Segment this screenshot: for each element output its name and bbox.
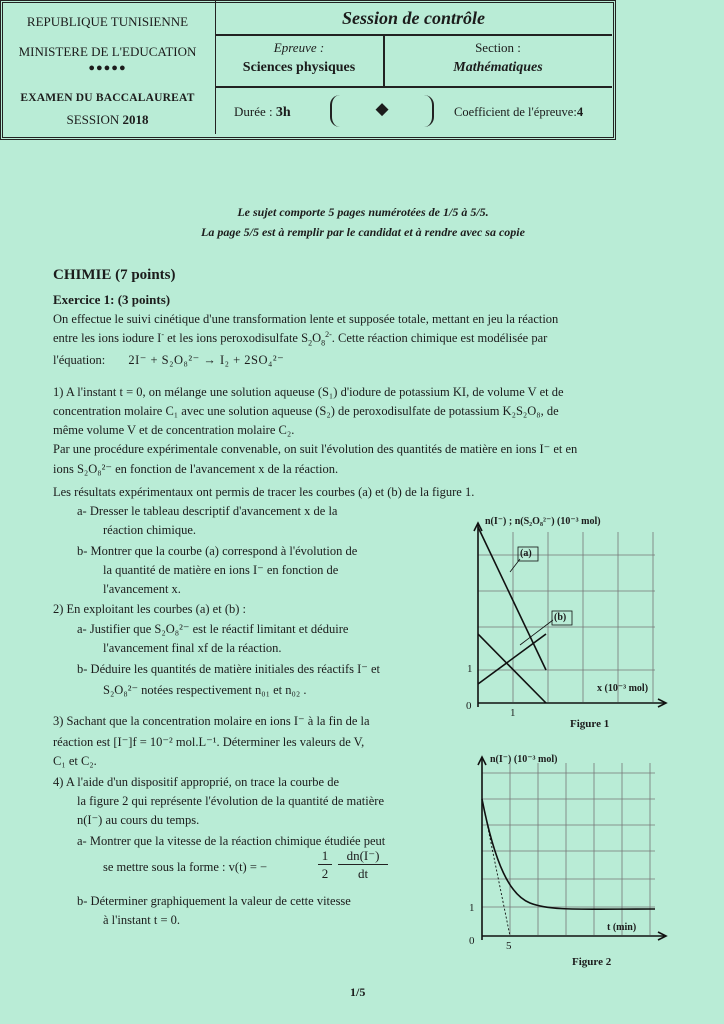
- figure1-label-b: (b): [554, 612, 567, 623]
- figure2-tick-y: 1: [469, 902, 475, 914]
- frac2-num: dn(I⁻): [338, 848, 388, 865]
- section-title: CHIMIE (7 points): [53, 267, 176, 283]
- q2b-line1: b- Déduire les quantités de matière initiales des réactifs I⁻ et: [77, 662, 381, 676]
- notice-line1: Le sujet comporte 5 pages numérotées de 1/5 à 5/5.: [237, 205, 489, 219]
- curve-a: [478, 527, 546, 670]
- figure1-xlabel: x (10⁻³ mol): [597, 683, 649, 694]
- exercise-title: Exercice 1: (3 points): [53, 292, 171, 307]
- ministry-label: MINISTERE DE L'EDUCATION: [18, 44, 197, 59]
- epreuve-label: Epreuve :: [273, 40, 325, 55]
- figure1-caption: Figure 1: [570, 718, 610, 730]
- frac1-den: 2: [321, 866, 329, 881]
- figure2-tangent: [482, 799, 510, 936]
- q1-line1: 1) A l'instant t = 0, on mélange une solution aqueuse (S₁) d'iodure de potassium KI, de volume V et de: [53, 385, 564, 399]
- figure1-tick-x: 1: [510, 707, 516, 719]
- page-number: 1/5: [350, 985, 366, 999]
- q1-line5: ions S₂O₈²⁻ en fonction de l'avancement x de la réaction.: [53, 462, 339, 476]
- q1a-line2: réaction chimique.: [103, 523, 197, 537]
- figure2-chart: [470, 755, 670, 955]
- q2a-line2: l'avancement final xf de la réaction.: [103, 641, 282, 655]
- q1a-line1: a- Dresser le tableau descriptif d'avancement x de la: [77, 504, 338, 518]
- session-label: SESSION: [66, 112, 120, 127]
- figure1-origin: 0: [466, 700, 472, 712]
- exam-label: EXAMEN DU BACCALAUREAT: [20, 92, 195, 104]
- q1b-line3: l'avancement x.: [103, 582, 181, 596]
- q4b-line1: b- Déterminer graphiquement la valeur de cette vitesse: [77, 894, 351, 908]
- q4a-line1: a- Montrer que la vitesse de la réaction chimique étudiée peut: [77, 834, 386, 848]
- header-left-cell: [0, 0, 216, 134]
- frac1-num: 1: [318, 848, 332, 865]
- duree-label: Durée :: [234, 104, 273, 119]
- figure1-label-a: (a): [520, 548, 532, 559]
- q4-line2: la figure 2 qui représente l'évolution de la quantité de matière: [77, 794, 384, 808]
- session-year: 2018: [122, 112, 149, 127]
- intro-line3: [53, 351, 673, 369]
- figure2-ylabel: n(I⁻) (10⁻³ mol): [490, 754, 558, 765]
- intro3-label: l'équation:: [53, 353, 106, 367]
- intro-line2: entre les ions iodure I- et les ions peroxodisulfate $S_2O_8^{2-}$. Cette réaction chimique est modélisée par: [53, 329, 548, 348]
- q3-line1: 3) Sachant que la concentration molaire en ions I⁻ à la fin de la: [53, 714, 370, 728]
- republic-label: REPUBLIQUE TUNISIENNE: [26, 14, 189, 29]
- q1b-line2: la quantité de matière en ions I⁻ en fonction de: [103, 563, 339, 577]
- q2a-line1: a- Justifier que S₂O₈²⁻ est le réactif limitant et déduire: [77, 622, 349, 636]
- intro2-part-c: . Cette réaction chimique est modélisée par: [331, 331, 548, 345]
- curve-b-i2: [478, 634, 546, 684]
- q2b-line2: S₂O₈²⁻ notées respectivement n₀₁ et n₀₂ .: [103, 683, 307, 697]
- header-box: [0, 0, 616, 140]
- figure1-tick-y: 1: [467, 663, 473, 675]
- frac2-den: dt: [357, 866, 369, 881]
- diamond-icon: ◆: [375, 99, 389, 118]
- notice-line2: La page 5/5 est à remplir par le candidat et à rendre avec sa copie: [201, 225, 525, 239]
- coef-line: [454, 105, 583, 120]
- q4-line1: 4) A l'aide d'un dispositif approprié, on trace la courbe de: [53, 775, 340, 789]
- q1-line4: Par une procédure expérimentale convenable, on suit l'évolution des quantités de matière en ions I⁻ et en: [53, 442, 578, 456]
- figure2-tick-x: 5: [506, 940, 512, 952]
- q1-line2: concentration molaire C₁ avec une solution aqueuse (S₂) de peroxodisulfate de potassium K₂S₂O₈, de: [53, 404, 559, 418]
- q4-line3: n(I⁻) au cours du temps.: [77, 813, 200, 827]
- figure2-origin: 0: [469, 935, 475, 947]
- q1-line6: Les résultats expérimentaux ont permis de tracer les courbes (a) et (b) de la figure 1.: [53, 485, 475, 499]
- intro2-part-b: et les ions peroxodisulfate S: [167, 331, 309, 345]
- curve-b-s2o8: [478, 634, 546, 703]
- q4b-line2: à l'instant t = 0.: [103, 913, 181, 927]
- figure1-ylabel: n(I⁻) ; n(S₂O₈²⁻) (10⁻³ mol): [485, 516, 601, 527]
- q3-line2: réaction est [I⁻]f = 10⁻² mol.L⁻¹. Déterminer les valeurs de V,: [53, 735, 365, 749]
- figure1-chart: [455, 517, 670, 742]
- q1b-line1: b- Montrer que la courbe (a) correspond à l'évolution de: [77, 544, 358, 558]
- coef-value: 4: [576, 105, 584, 119]
- dots-separator: ●●●●●: [88, 62, 127, 74]
- figure2-caption: Figure 2: [572, 956, 612, 968]
- session-line: [0, 112, 215, 128]
- q4a-line2: se mettre sous la forme : v(t) = −: [103, 860, 268, 874]
- intro-line1: On effectue le suivi cinétique d'une transformation lente et supposée totale, mettant en jeu la réaction: [53, 312, 559, 326]
- q3-line3: C₁ et C₂.: [53, 754, 97, 768]
- q2-line: 2) En exploitant les courbes (a) et (b) :: [53, 602, 246, 616]
- section-label: Section :: [475, 40, 521, 55]
- q1-line3: même volume V et de concentration molaire C₂.: [53, 423, 295, 437]
- figure2-xlabel: t (min): [607, 922, 637, 933]
- duree-line: [234, 104, 291, 121]
- duree-value: 3h: [275, 105, 291, 120]
- session-type: Session de contrôle: [341, 8, 485, 28]
- coef-label: Coefficient de l'épreuve:: [454, 105, 577, 119]
- reaction-equation: 2I⁻ + S₂O₈²⁻ → I₂ + 2SO₄²⁻: [128, 353, 285, 367]
- figure2-curve: [482, 799, 655, 909]
- intro2-part-a: entre les ions iodure I: [53, 331, 162, 345]
- epreuve-value: Sciences physiques: [242, 60, 356, 75]
- section-value: Mathématiques: [453, 60, 543, 75]
